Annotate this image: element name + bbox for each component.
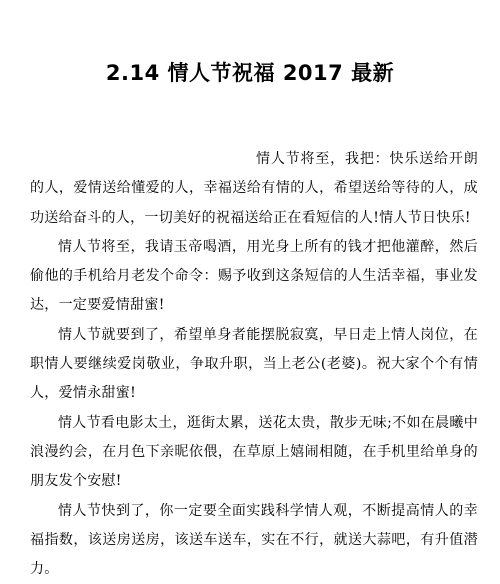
paragraph-3: 情人节就要到了，希望单身者能摆脱寂寞，早日走上情人岗位，在职情人要继续爱岗敬业，争取升职，当上老公(老婆)。祝大家个个有情人，爱情永甜蜜! xyxy=(30,326,478,402)
paragraph-1: 情人节将至，我把：快乐送给开朗的人，爱情送给懂爱的人，幸福送给有情的人，希望送给等待的人，成功送给奋斗的人，一切美好的祝福送给正在看短信的人!情人节日快乐! xyxy=(30,151,478,226)
paragraph-5: 情人节快到了，你一定要全面实践科学情人观，不断提高情人的幸福指数，该送房送房，该送车送车，实在不行，就送大蒜吧，有升值潜力。 xyxy=(30,502,478,578)
document-title: 2.14 情人节祝福 2017 最新 xyxy=(105,61,395,85)
document-body xyxy=(30,145,478,584)
paragraph-4: 情人节看电影太土，逛街太累，送花太贵，散步无味;不如在晨曦中浪漫约会，在月色下亲昵依偎，在草原上嬉闹相随，在手机里给单身的朋友发个安慰! xyxy=(30,414,478,490)
paragraph-2: 情人节将至，我请玉帝喝酒，用光身上所有的钱才把他灌醉，然后偷他的手机给月老发个命令：赐予收到这条短信的人生活幸福，事业发达，一定要爱情甜蜜! xyxy=(30,238,478,314)
